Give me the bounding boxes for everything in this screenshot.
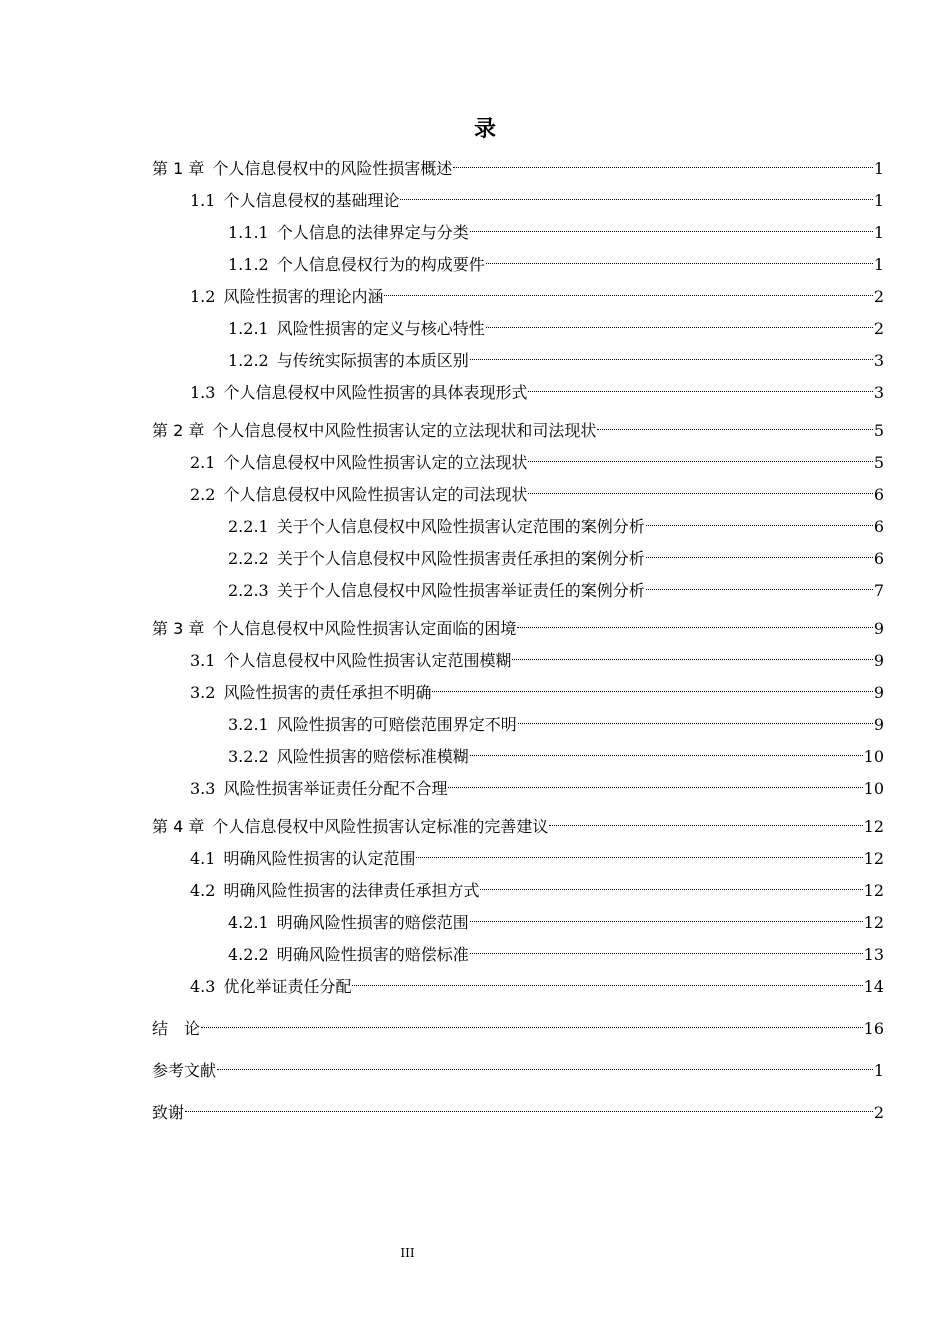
toc-entry-text: 个人信息侵权中风险性损害认定范围模糊: [223, 651, 512, 670]
toc-entry-number: 1.2: [190, 287, 216, 306]
toc-page-number: 3: [873, 383, 884, 402]
toc-chapter-entry[interactable]: [152, 415, 884, 447]
toc-entry-label: [152, 153, 452, 185]
table-of-contents: [152, 153, 884, 1129]
toc-backmatter-entry[interactable]: [152, 1013, 884, 1045]
dot-leader: [528, 391, 872, 392]
toc-entry-number: 1.1.1: [228, 223, 269, 242]
toc-entry-text: 个人信息侵权中风险性损害认定的司法现状: [223, 485, 528, 504]
toc-section-entry[interactable]: [152, 677, 884, 709]
toc-page-number: 3: [873, 351, 884, 370]
toc-section-entry[interactable]: [152, 377, 884, 409]
toc-entry-label: [152, 613, 516, 645]
toc-page-number: 9: [873, 715, 884, 734]
toc-chapter-entry[interactable]: [152, 153, 884, 185]
dot-leader: [470, 921, 863, 922]
dot-leader: [432, 691, 872, 692]
toc-entry-number: 3.2.2: [228, 747, 269, 766]
dot-leader: [646, 525, 873, 526]
toc-entry-number: 1.2.2: [228, 351, 269, 370]
toc-entry-label: [152, 1013, 200, 1045]
toc-entry-text: 风险性损害的定义与核心特性: [276, 319, 485, 338]
toc-page-number: 9: [873, 619, 884, 638]
dot-leader: [549, 825, 862, 826]
toc-entry-text: 明确风险性损害的赔偿标准: [276, 945, 469, 964]
dot-leader: [400, 199, 872, 200]
dot-leader: [470, 953, 863, 954]
toc-page-number: 10: [863, 779, 884, 798]
toc-page-number: 1: [873, 223, 884, 242]
toc-section-entry[interactable]: [152, 249, 884, 281]
toc-page-number: 6: [873, 549, 884, 568]
toc-entry-text: 个人信息侵权中风险性损害认定标准的完善建议: [212, 817, 549, 836]
toc-section-entry[interactable]: [152, 543, 884, 575]
dot-leader: [201, 1027, 863, 1028]
toc-page-number: 5: [873, 421, 884, 440]
toc-entry-text: 结 论: [152, 1019, 201, 1038]
toc-page-number: 9: [873, 683, 884, 702]
toc-entry-number: 2.2: [190, 485, 216, 504]
toc-entry-label: [190, 281, 383, 313]
dot-leader: [486, 327, 873, 328]
toc-entry-label: [190, 447, 527, 479]
toc-section-entry[interactable]: [152, 217, 884, 249]
toc-page-number: 1: [873, 255, 884, 274]
toc-entry-label: [228, 939, 469, 971]
toc-page-number: 2: [873, 287, 884, 306]
dot-leader: [416, 857, 862, 858]
dot-leader: [528, 493, 872, 494]
toc-entry-text: 个人信息侵权中风险性损害认定的立法现状和司法现状: [212, 421, 597, 440]
toc-page-number: 5: [873, 453, 884, 472]
toc-entry-label: [190, 773, 447, 805]
toc-entry-label: [228, 907, 469, 939]
dot-leader: [518, 723, 873, 724]
toc-page-number: 1: [873, 159, 884, 178]
toc-entry-number: 第 1 章: [152, 159, 205, 178]
toc-entry-text: 风险性损害举证责任分配不合理: [223, 779, 448, 798]
dot-leader: [517, 627, 872, 628]
toc-chapter-entry[interactable]: [152, 811, 884, 843]
toc-entry-label: [152, 811, 548, 843]
toc-entry-text: 关于个人信息侵权中风险性损害认定范围的案例分析: [276, 517, 645, 536]
toc-page-number: 14: [863, 977, 884, 996]
toc-entry-label: [190, 645, 511, 677]
toc-entry-text: 个人信息的法律界定与分类: [276, 223, 469, 242]
toc-entry-label: [228, 709, 517, 741]
toc-entry-text: 参考文献: [152, 1061, 217, 1080]
toc-entry-text-tail: 立法现状: [463, 453, 528, 472]
toc-entry-text: 明确风险性损害的认定范围: [223, 849, 416, 868]
toc-entry-text: 关于个人信息侵权中风险性损害举证责任的案例分析: [276, 581, 645, 600]
toc-entry-number: 2.2.1: [228, 517, 269, 536]
toc-entry-label: [228, 511, 645, 543]
toc-entry-number: 4.1: [190, 849, 216, 868]
toc-entry-label: [152, 1097, 184, 1129]
toc-entry-number: 2.2.2: [228, 549, 269, 568]
toc-entry-label: [228, 345, 469, 377]
toc-page-number: 2: [873, 319, 884, 338]
toc-entry-number: 第 3 章: [152, 619, 205, 638]
dot-leader: [470, 359, 873, 360]
toc-entry-text: 个人信息侵权中风险性损害认定的: [223, 453, 464, 472]
dot-leader: [470, 755, 863, 756]
toc-section-entry[interactable]: [152, 907, 884, 939]
toc-page-number: 10: [863, 747, 884, 766]
toc-entry-label: [190, 971, 351, 1003]
toc-section-entry[interactable]: [152, 875, 884, 907]
toc-entry-label: [228, 313, 485, 345]
dot-leader: [597, 429, 872, 430]
toc-section-entry[interactable]: [152, 345, 884, 377]
toc-section-entry[interactable]: [152, 709, 884, 741]
toc-section-entry[interactable]: [152, 447, 884, 479]
toc-entry-label: [228, 741, 469, 773]
toc-entry-number: 1.1.2: [228, 255, 269, 274]
toc-entry-number: 1.1: [190, 191, 216, 210]
dot-leader: [448, 787, 862, 788]
toc-entry-number: 4.2.1: [228, 913, 269, 932]
toc-entry-text: 风险性损害的理论内涵: [223, 287, 384, 306]
toc-section-entry[interactable]: [152, 843, 884, 875]
toc-entry-text: 个人信息侵权中风险性损害认定面临的困境: [212, 619, 517, 638]
toc-entry-text: 关于个人信息侵权中风险性损害责任承担的案例分析: [276, 549, 645, 568]
dot-leader: [453, 167, 872, 168]
toc-entry-text: 个人信息侵权的基础理论: [223, 191, 400, 210]
dot-leader: [352, 985, 862, 986]
dot-leader: [528, 461, 872, 462]
dot-leader: [646, 589, 873, 590]
dot-leader: [480, 889, 862, 890]
toc-entry-text: 风险性损害的赔偿标准模糊: [276, 747, 469, 766]
toc-entry-label: [152, 415, 596, 447]
toc-entry-number: 4.2.2: [228, 945, 269, 964]
toc-section-entry[interactable]: [152, 185, 884, 217]
toc-section-entry[interactable]: [152, 281, 884, 313]
toc-entry-label: [190, 677, 431, 709]
dot-leader: [470, 231, 873, 232]
toc-entry-number: 2.2.3: [228, 581, 269, 600]
toc-entry-text: 优化举证责任分配: [223, 977, 352, 996]
toc-entry-label: [228, 249, 485, 281]
toc-entry-text: 风险性损害的责任承担不明确: [223, 683, 432, 702]
toc-entry-number: 3.3: [190, 779, 216, 798]
toc-page-number: 12: [863, 913, 884, 932]
toc-section-entry[interactable]: [152, 939, 884, 971]
toc-section-entry[interactable]: [152, 575, 884, 607]
toc-page-number: 13: [863, 945, 884, 964]
toc-entry-number: 4.2: [190, 881, 216, 900]
toc-section-entry[interactable]: [152, 479, 884, 511]
toc-page-number: 1: [873, 1061, 884, 1080]
toc-entry-text: 明确风险性损害的法律责任承担方式: [223, 881, 480, 900]
toc-section-entry[interactable]: [152, 511, 884, 543]
toc-entry-text: 个人信息侵权中的风险性损害概述: [212, 159, 453, 178]
toc-entry-label: [190, 875, 479, 907]
toc-entry-number: 3.2: [190, 683, 216, 702]
toc-entry-label: [190, 843, 415, 875]
dot-leader: [486, 263, 873, 264]
toc-page-number: 12: [863, 849, 884, 868]
toc-entry-number: 3.1: [190, 651, 216, 670]
toc-entry-label: [190, 185, 399, 217]
toc-entry-label: [228, 217, 469, 249]
toc-entry-number: 第 4 章: [152, 817, 205, 836]
toc-title: 录: [473, 117, 498, 142]
toc-section-entry[interactable]: [152, 741, 884, 773]
toc-entry-text: 明确风险性损害的赔偿范围: [276, 913, 469, 932]
toc-page-number: 16: [863, 1019, 884, 1038]
toc-entry-number: 1.3: [190, 383, 216, 402]
toc-page-number: 6: [873, 485, 884, 504]
page-number-footer: III: [400, 1246, 415, 1260]
toc-chapter-entry[interactable]: [152, 613, 884, 645]
toc-page-number: 12: [863, 881, 884, 900]
toc-section-entry[interactable]: [152, 313, 884, 345]
toc-section-entry[interactable]: [152, 645, 884, 677]
toc-entry-label: [228, 575, 645, 607]
dot-leader: [384, 295, 872, 296]
toc-page-number: 12: [863, 817, 884, 836]
toc-page-number: 6: [873, 517, 884, 536]
toc-entry-text: 个人信息侵权中风险性损害的具体表现形式: [223, 383, 528, 402]
toc-entry-text: 风险性损害的可赔偿范围界定不明: [276, 715, 517, 734]
toc-entry-number: 第 2 章: [152, 421, 205, 440]
toc-entry-number: 3.2.1: [228, 715, 269, 734]
toc-entry-label: [190, 479, 527, 511]
toc-section-entry[interactable]: [152, 773, 884, 805]
dot-leader: [217, 1069, 873, 1070]
toc-entry-label: [190, 377, 527, 409]
toc-entry-number: 4.3: [190, 977, 216, 996]
toc-entry-text: 与传统实际损害的本质区别: [276, 351, 469, 370]
toc-page-number: 1: [873, 191, 884, 210]
toc-entry-label: [228, 543, 645, 575]
toc-section-entry[interactable]: [152, 971, 884, 1003]
toc-entry-label: [152, 1055, 216, 1087]
dot-leader: [512, 659, 872, 660]
toc-entry-text: 致谢: [152, 1103, 185, 1122]
toc-entry-number: 2.1: [190, 453, 216, 472]
toc-backmatter-entry[interactable]: [152, 1055, 884, 1087]
toc-page-number: 7: [873, 581, 884, 600]
toc-page-number: 2: [873, 1103, 884, 1122]
toc-backmatter-entry[interactable]: [152, 1097, 884, 1129]
toc-page-number: 9: [873, 651, 884, 670]
toc-entry-text: 个人信息侵权行为的构成要件: [276, 255, 485, 274]
dot-leader: [185, 1111, 873, 1112]
dot-leader: [646, 557, 873, 558]
toc-entry-number: 1.2.1: [228, 319, 269, 338]
